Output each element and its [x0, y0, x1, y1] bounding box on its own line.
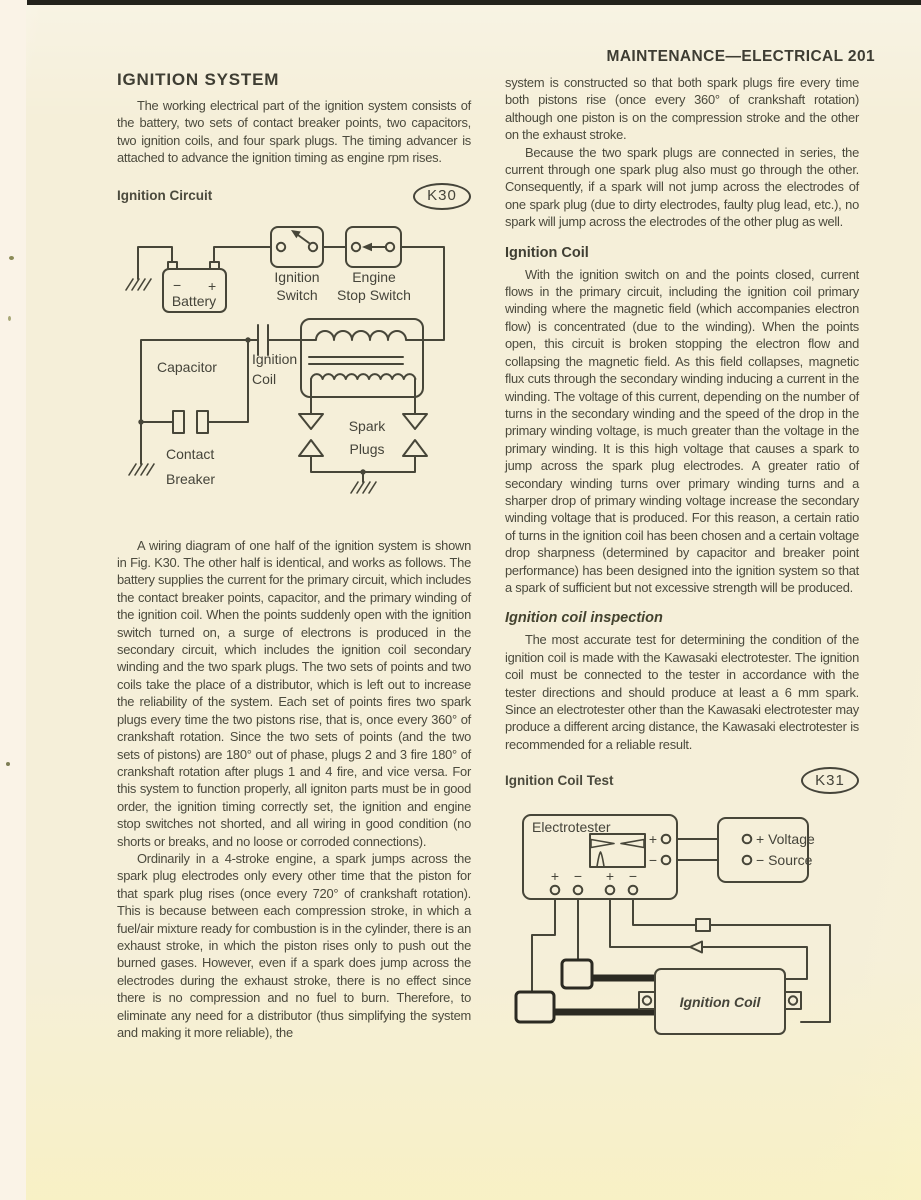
primary-winding [301, 331, 423, 340]
terminal-polarity: + [605, 868, 615, 885]
because-paragraph: Because the two spark plugs are connected in series, the current through one spark plug also must go through the other. Consequently, if a spark will not jump across the electrodes of one spark plug (due to dirty electrodes, faulty plug lead, etc.), no spark will jump across the electrodes of the other plug as well. [505, 144, 859, 230]
scan-speck [8, 316, 11, 321]
contact-breaker-label-2: Breaker [166, 470, 216, 487]
figure-caption-row [117, 183, 471, 210]
spark-plugs-label-2: Plugs [349, 440, 385, 457]
voltage-source-label-1: + Voltage [756, 831, 815, 848]
coil-heading: Ignition Coil [505, 244, 589, 261]
wire-arrow [690, 942, 702, 953]
coil-core [309, 357, 403, 364]
junction-dot [245, 337, 250, 342]
system-paragraph: system is constructed so that both spark plugs fire every time both pistons rise (once every 360° of crankshaft rotation) although one piston is on the compression stroke and the other on the exhaust stroke. [505, 75, 859, 143]
figure-badge-k30: K30 [413, 183, 471, 210]
ignition-switch-label-2: Switch [276, 286, 318, 303]
spark-plug-cap [516, 992, 554, 1022]
spark-plugs-label-1: Spark [348, 417, 386, 434]
junction-dot [360, 469, 365, 474]
scan-top-shadow [27, 0, 921, 5]
page-header: MAINTENANCE—ELECTRICAL 201 [606, 48, 875, 65]
ground-icon [126, 279, 151, 290]
terminal-polarity: − [628, 868, 638, 885]
figure-badge-k31: K31 [801, 767, 859, 794]
secondary-winding [311, 374, 415, 379]
battery-plus-sign: + [208, 277, 217, 294]
ignition-circuit-diagram [111, 216, 481, 511]
engine-stop-label-2: Stop Switch [337, 286, 411, 303]
ignition-switch-label-1: Ignition [274, 268, 320, 285]
electrotester-label: Electrotester [532, 819, 611, 836]
terminal-polarity: − [573, 868, 583, 885]
scan-page-edge [0, 0, 26, 1200]
battery-minus-sign: − [173, 276, 182, 293]
coil-paragraph: With the ignition switch on and the points closed, current flows in the primary circuit, including the ignition coil primary winding where the magnetic field (which accompanies electron flow) is concentrated (due to the winding). When the points open, this circuit is broken stopping the electron flow and collapsing the magnetic field. As this field collapses, magnetic flux cuts through the secondary winding inducing a current in the winding. The voltage of this current, depending on the number of turns in the secondary winding and the speed of the drop in the primary winding voltage, is much greater than the voltage in the primary winding. It is this high voltage that causes a spark to jump across the spark plug electrodes. A greater ratio of secondary winding turns over primary winding turns and a sharper drop of primary winding voltage increase the secondary winding voltage that is produced. For this reason, a certain ratio of turns in the ignition coil has been chosen and a certain voltage drop sharpness (determined by capacitor and breaker point performance) has been designed into the ignition system so that a spark of sufficient but not excessive strength will be produced. [505, 266, 859, 595]
ignition-coil-label-1: Ignition [252, 350, 298, 367]
inspection-paragraph: The most accurate test for determining the condition of the ignition coil is made with the Kawasaki electrotester. The ignition coil must be connected to the tester in accordance with the tester directions and should produce at least a 6 mm spark. Since an electrotester other than the Kawasaki electrotester may produce a different arcing distance, the Kawasaki electrotester is recommended for a reliable result. [505, 632, 859, 752]
ignition-coil-symbol [301, 319, 423, 397]
engine-stop-label-1: Engine [352, 268, 396, 285]
voltage-source-symbol [718, 818, 808, 882]
ignition-coil-label: Ignition Coil [679, 994, 761, 1011]
wiring-paragraph: A wiring diagram of one half of the ignition system is shown in Fig. K30. The other half is identical, and works as follows. The battery supplies the current for the primary circuit, which includes the contact breaker points, capacitor, and the primary winding of the ignition coil. When the points suddenly open with the ignition switch turned on, a surge of electrons is produced in the secondary circuit, which includes the ignition coil secondary winding and the two spark plugs. The two sets of points and two coils take the place of a distributor, which is left out to increase the reliability of the system. Each set of points fires two spark plugs every time the two pistons rise, that is, once every 360° of crankshaft rotation. Since the two sets of points (and the two sets of pistons) are 180° out of phase, plugs 2 and 3 fire 180° of crankshaft rotation after plugs 1 and 4 fire, and vice versa. For this system to function properly, all igniton parts must be in good order, the ignition timing correctly set, the ignition and engine stop switches not shorted, and all wiring in good condition (no shorts or breaks, and no loose or corroded connections). [117, 537, 471, 849]
tester-plus-sign: + [648, 831, 658, 848]
junction-dot [138, 419, 143, 424]
section-title: IGNITION SYSTEM [117, 70, 280, 89]
capacitor-label: Capacitor [157, 358, 217, 375]
voltage-source-label-2: − Source [756, 852, 813, 869]
battery-symbol [163, 262, 226, 312]
figure-caption: Ignition Circuit [117, 188, 213, 204]
ground-icon [129, 464, 154, 475]
figure-caption-row [505, 767, 859, 794]
battery-label: Battery [171, 292, 217, 309]
contact-breaker-symbol [173, 411, 208, 433]
inspection-heading: Ignition coil inspection [505, 610, 663, 627]
ignition-switch-symbol [271, 227, 323, 267]
tester-minus-sign: − [648, 852, 658, 869]
terminal-polarity: + [550, 868, 560, 885]
left-column [117, 70, 471, 1041]
ignition-coil-label-2: Coil [252, 370, 277, 387]
contact-breaker-label-1: Contact [166, 445, 215, 462]
right-column [505, 74, 859, 1042]
ignition-coil-test-diagram [500, 802, 880, 1042]
scan-speck [6, 762, 10, 766]
scan-speck [9, 256, 14, 260]
ground-icon [351, 482, 376, 493]
figure-caption: Ignition Coil Test [505, 773, 614, 789]
ordinarily-paragraph: Ordinarily in a 4-stroke engine, a spark jumps across the spark plug electrodes only every other time that the piston for that spark plug rises (once every 720° of crankshaft rotation). This is because between each compression stroke, in which a fuel/air mixture ready for combustion is in the cylinder, there is an exhaust stroke, in which the piston rises only to push out the burned gases. However, even if a spark does jump across the electrodes during the exhaust stroke, there is no effect since there is no compression and no fuel to burn. Therefore, to eliminate any need for a distributor (thus simplifying the system and making it more reliable), the [117, 850, 471, 1040]
intro-paragraph: The working electrical part of the ignition system consists of the battery, two sets of contact breaker points, two capacitors, two ignition coils, and four spark plugs. The timing advancer is attached to advance the ignition timing as engine rpm rises. [117, 98, 471, 166]
connector-plug [696, 919, 710, 931]
spark-plug-cap [562, 960, 592, 988]
engine-stop-switch-symbol [346, 227, 401, 267]
